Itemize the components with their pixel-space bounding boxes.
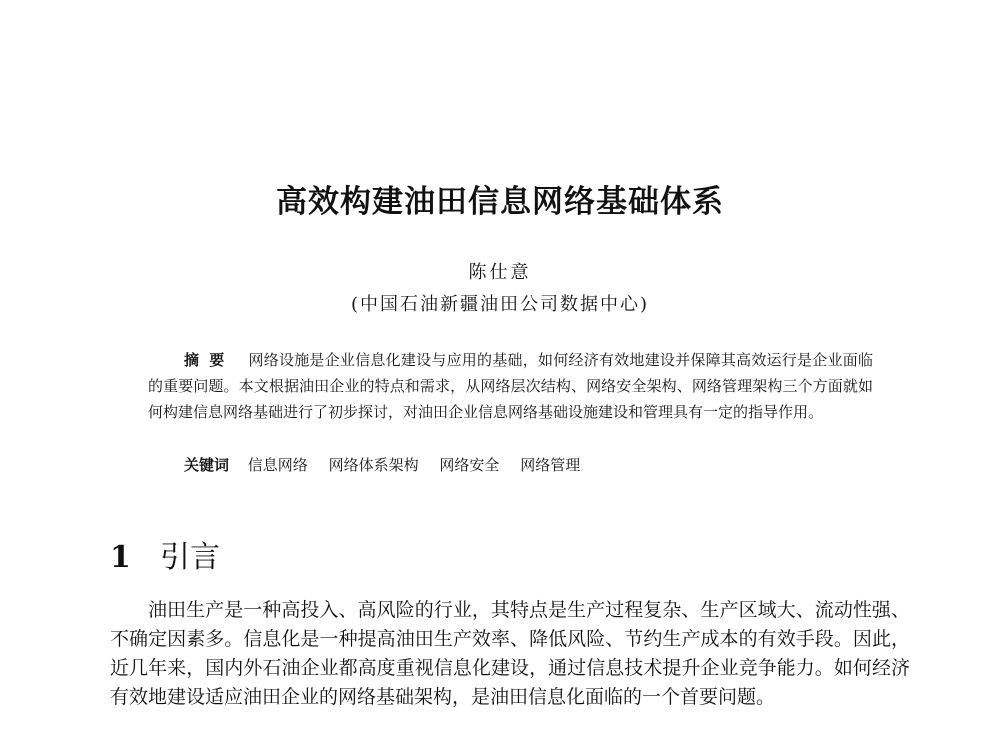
body-paragraph: 油田生产是一种高投入、高风险的行业，其特点是生产过程复杂、生产区域大、流动性强、不确定因素多。信息化是一种提高油田生产效率、降低风险、节约生产成本的有效手段。因此，近几年来，国内外石油企业都高度重视信息化建设，通过信息技术提升企业竞争能力。如何经济有效地建设适应油田企业的网络基础架构，是油田信息化面临的一个首要问题。 bbox=[110, 599, 910, 708]
keyword-item: 网络安全 bbox=[439, 456, 500, 474]
section-heading bbox=[110, 532, 220, 576]
paper-title: 高效构建油田信息网络基础体系 bbox=[276, 184, 724, 220]
keyword-item: 信息网络 bbox=[247, 456, 308, 474]
keyword-item: 网络管理 bbox=[520, 456, 581, 474]
section-number: 1 bbox=[110, 540, 131, 575]
section-title: 引言 bbox=[160, 540, 220, 575]
keywords-label: 关键词 bbox=[184, 456, 230, 474]
abstract-text: 网络设施是企业信息化建设与应用的基础，如何经济有效地建设并保障其高效运行是企业面临的重要问题。本文根据油田企业的特点和需求，从网络层次结构、网络安全架构、网络管理架构三个方面就如何构建信息网络基础进行了初步探讨，对油田企业信息网络基础设施建设和管理具有一定的指导作用。 bbox=[148, 351, 873, 421]
author-name: 陈仕意 bbox=[468, 262, 532, 283]
abstract-label: 摘要 bbox=[184, 351, 235, 369]
keyword-item: 网络体系架构 bbox=[328, 456, 419, 474]
keywords-block bbox=[184, 452, 596, 478]
author-affiliation: (中国石油新疆油田公司数据中心) bbox=[350, 294, 650, 315]
abstract-block bbox=[148, 347, 873, 425]
